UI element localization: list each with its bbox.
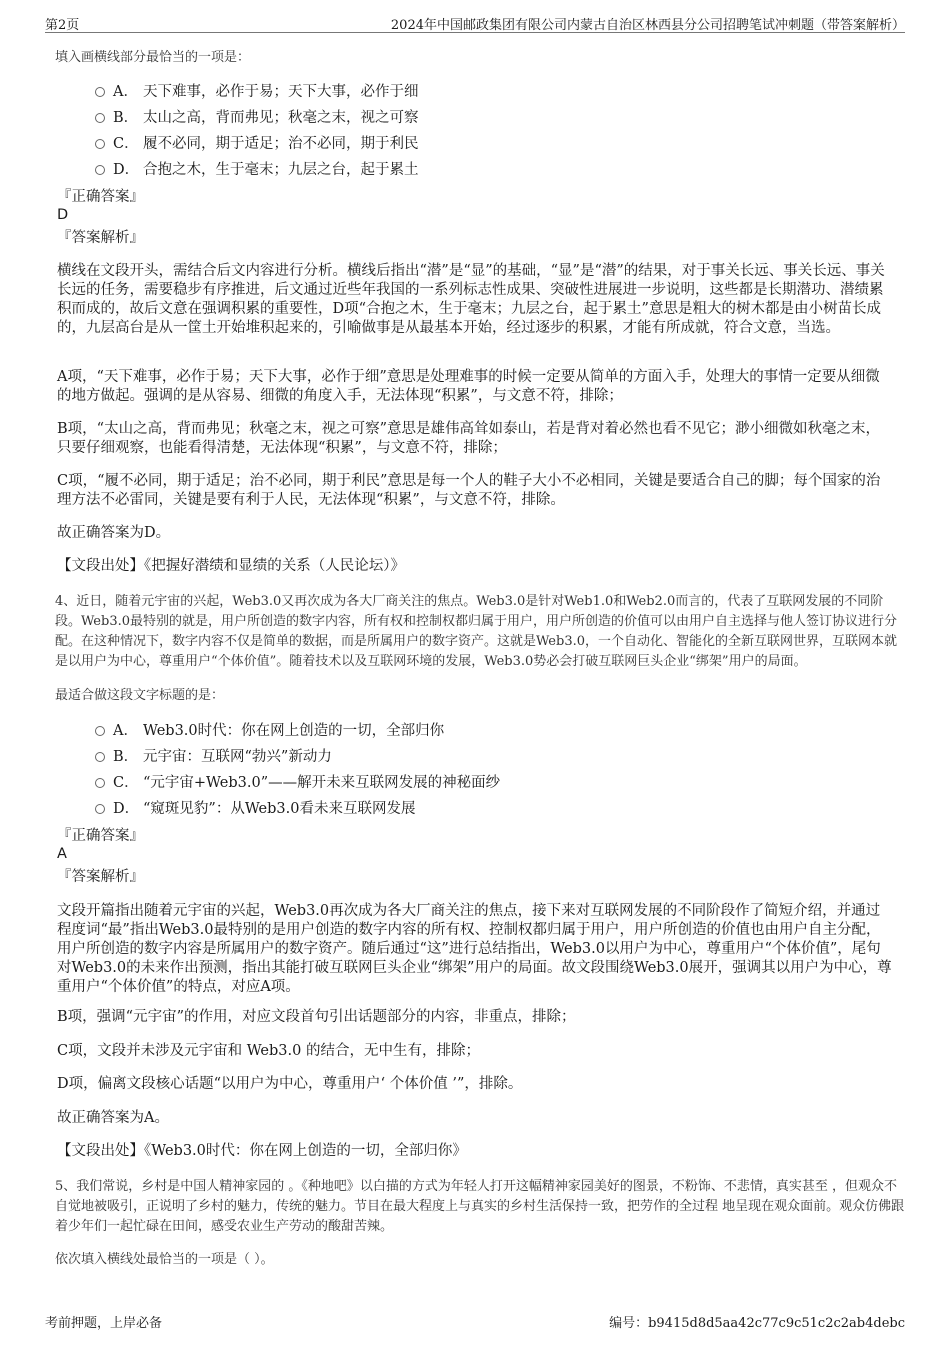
- q4-option-d[interactable]: D． “窥斑见豹”：从Web3.0看未来互联网发展: [95, 796, 500, 822]
- q5-passage: 5、我们常说，乡村是中国人精神家园的 。《种地吧》以白描的方式为年轻人打开这幅精神家园美好的图景，不粉饰、不悲情，真实甚至 ，但观众不自觉地被吸引，正说明了乡村的魅力，传统的魅力。节目在最大程度上与真实的乡村生活保持一致，把劳作的全过程 地呈现在观众面前。观众仿佛跟着少年们一起忙碌在田间，感受农业生产劳动的酸甜苦辣。: [55, 1179, 905, 1234]
- q3-analysis-main: 横线在文段开头，需结合后文内容进行分析。横线后指出“潜”是“显”的基础，“显”是“潜”的结果，对于事关长远、事关长远、事关长远的任务，需要稳步有序推进，后文通过近些年我国的一系列标志性成果、突破性进展进一步说明，这些都是长期潜功、潜绩累积而成的，故后文意在强调积累的重要性，D项“合抱之木，生于毫末；九层之台，起于累土”意思是粗大的树木都是由小树苗长成的，九层高台是从一筐土开始堆积起来的，引喻做事是从最基本开始，经过逐步的积累，才能有所成就，符合文意，当选。: [57, 263, 885, 336]
- q4-option-b[interactable]: B． 元宇宙：互联网“勃兴”新动力: [95, 744, 500, 770]
- q4-answer-label: 『正确答案』: [57, 828, 144, 844]
- q3-source: 【文段出处】《把握好潜绩和显绩的关系（人民论坛）》: [57, 558, 405, 574]
- q4-answer: A: [57, 846, 67, 862]
- q4-options: [95, 718, 500, 822]
- radio-icon[interactable]: [95, 804, 105, 814]
- page-header: [45, 12, 905, 33]
- q3-prompt: 填入画横线部分最恰当的一项是：: [55, 50, 251, 65]
- radio-icon[interactable]: [95, 87, 105, 97]
- q4-analysis-c: C项，文段并未涉及元宇宙和 Web3.0 的结合，无中生有，排除；: [57, 1043, 480, 1059]
- radio-icon[interactable]: [95, 139, 105, 149]
- q4-analysis-label: 『答案解析』: [57, 869, 144, 885]
- q3-answer: D: [57, 207, 69, 223]
- q3-options: [95, 79, 419, 183]
- page-number: 第2页: [45, 18, 80, 33]
- q3-answer-label: 『正确答案』: [57, 189, 144, 205]
- q3-option-d[interactable]: D． 合抱之木，生于毫末；九层之台，起于累土: [95, 157, 419, 183]
- q3-option-c[interactable]: C． 履不必同，期于适足；治不必同，期于利民: [95, 131, 419, 157]
- radio-icon[interactable]: [95, 113, 105, 123]
- q4-conclusion: 故正确答案为A。: [57, 1110, 169, 1126]
- q4-option-c[interactable]: C． “元宇宙+Web3.0”——解开未来互联网发展的神秘面纱: [95, 770, 500, 796]
- q3-analysis-b: B项，“太山之高，背而弗见；秋毫之末，视之可察”意思是雄伟高耸如泰山，若是背对着必然也看不见它；渺小细微如秋毫之末，只要仔细观察，也能看得清楚，无法体现“积累”，与文意不符，排除；: [57, 421, 880, 456]
- q4-source: 【文段出处】《Web3.0时代：你在网上创造的一切，全部归你》: [57, 1143, 467, 1159]
- q3-conclusion: 故正确答案为D。: [57, 525, 171, 541]
- q3-option-a[interactable]: A． 天下难事，必作于易；天下大事，必作于细: [95, 79, 419, 105]
- q4-prompt: 最适合做这段文字标题的是：: [55, 688, 225, 703]
- q3-analysis-label: 『答案解析』: [57, 230, 144, 246]
- radio-icon[interactable]: [95, 752, 105, 762]
- q4-passage: 4、近日，随着元宇宙的兴起，Web3.0又再次成为各大厂商关注的焦点。Web3.0是针对Web1.0和Web2.0而言的，代表了互联网发展的不同阶段。Web3.0最特别的就是，用户所创造的数字内容，所有权和控制权都归属于用户，用户所创造的价值可以由用户自主选择与他人签订协议进行分配。在这种情况下，数字内容不仅是简单的数据，而是所属用户的数字资产。这就是Web3.0，一个自动化、智能化的全新互联网世界，互联网本就是以用户为中心，尊重用户“个体价值”。随着技术以及互联网环境的发展，Web3.0势必会打破互联网巨头企业“绑架”用户的局面。: [55, 594, 897, 669]
- q4-analysis-main: 文段开篇指出随着元宇宙的兴起，Web3.0再次成为各大厂商关注的焦点，接下来对互联网发展的不同阶段作了简短介绍，并通过程度词“最”指出Web3.0最特别的是用户创造的数字内容的所有权、控制权都归属于用户，用户所创造的价值也由用户自主分配，用户所创造的数字内容是所属用户的数字资产。随后通过“这”进行总结指出，Web3.0以用户为中心，尊重用户“个体价值”，尾句对Web3.0的未来作出预测，指出其能打破互联网巨头企业“绑架”用户的局面。故文段围绕Web3.0展开，强调其以用户为中心，尊重用户“个体价值”的特点，对应A项。: [57, 903, 892, 995]
- q5-prompt: 依次填入横线处最恰当的一项是（ ）。: [55, 1252, 274, 1267]
- q3-analysis-c: C项，“履不必同，期于适足；治不必同，期于利民”意思是每一个人的鞋子大小不必相同，关键是要适合自己的脚；每个国家的治理方法不必雷同，关键是要有利于人民，无法体现“积累”，与文意不符，排除。: [57, 473, 881, 508]
- page-footer: [45, 1312, 905, 1330]
- radio-icon[interactable]: [95, 726, 105, 736]
- document-title: 2024年中国邮政集团有限公司内蒙古自治区林西县分公司招聘笔试冲刺题（带答案解析）: [390, 18, 905, 33]
- radio-icon[interactable]: [95, 165, 105, 175]
- footer-slogan: 考前押题，上岸必备: [45, 1316, 163, 1331]
- q4-analysis-d: D项，偏离文段核心话题“以用户为中心，尊重用户‘ 个体价值 ’”，排除。: [57, 1076, 523, 1092]
- document-id: 编号：b9415d8d5aa42c77c9c51c2c2ab4debc: [609, 1316, 905, 1331]
- q3-option-b[interactable]: B． 太山之高，背而弗见；秋毫之末，视之可察: [95, 105, 419, 131]
- q4-analysis-b: B项，强调“元宇宙”的作用，对应文段首句引出话题部分的内容，非重点，排除；: [57, 1009, 576, 1025]
- radio-icon[interactable]: [95, 778, 105, 788]
- q3-analysis-a: A项，“天下难事，必作于易；天下大事，必作于细”意思是处理难事的时候一定要从简单的方面入手，处理大的事情一定要从细微的地方做起。强调的是从容易、细微的角度入手，无法体现“积累”，与文意不符，排除；: [57, 369, 880, 404]
- q4-option-a[interactable]: A． Web3.0时代：你在网上创造的一切，全部归你: [95, 718, 500, 744]
